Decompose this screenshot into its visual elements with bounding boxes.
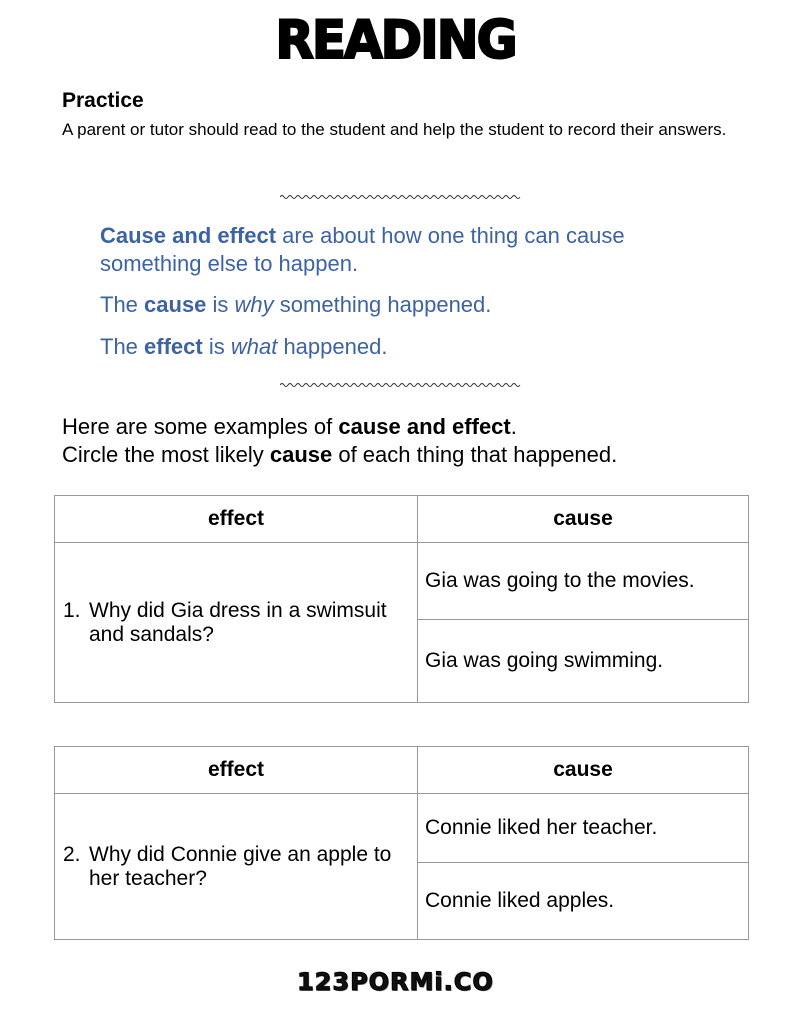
cause-option[interactable]: Connie liked her teacher. bbox=[418, 794, 749, 863]
cause-option[interactable]: Gia was going to the movies. bbox=[418, 543, 749, 620]
term-effect: effect bbox=[144, 334, 203, 359]
definition-cause-and-effect: Cause and effect are about how one thing can cause something else to happen. bbox=[100, 223, 625, 276]
brand-logo: 123PORMi.CO bbox=[297, 968, 494, 996]
squiggle-divider bbox=[280, 194, 522, 200]
practice-heading: Practice bbox=[62, 89, 144, 112]
effect-header: effect bbox=[55, 747, 418, 794]
term-cause: cause bbox=[144, 292, 207, 317]
cause-header: cause bbox=[418, 747, 749, 794]
term-cause-and-effect: Cause and effect bbox=[100, 223, 277, 248]
cause-effect-table-1 bbox=[54, 495, 749, 703]
intro-line-2: Circle the most likely cause of each thing that happened. bbox=[62, 442, 618, 467]
squiggle-divider bbox=[280, 382, 522, 388]
cause-effect-table-2 bbox=[54, 746, 749, 940]
definition-cause: The cause is why something happened. bbox=[100, 292, 492, 317]
cause-option[interactable]: Gia was going swimming. bbox=[418, 620, 749, 703]
effect-header: effect bbox=[55, 496, 418, 543]
intro-line-1: Here are some examples of cause and effect. bbox=[62, 414, 517, 439]
page-title: READING bbox=[275, 9, 516, 71]
cause-option[interactable]: Connie liked apples. bbox=[418, 863, 749, 940]
practice-instructions: A parent or tutor should read to the student and help the student to record their answers. bbox=[62, 120, 727, 139]
effect-question: 1. Why did Gia dress in a swimsuit and sandals? bbox=[55, 543, 418, 703]
effect-question: 2. Why did Connie give an apple to her teacher? bbox=[55, 794, 418, 940]
exercise-instructions bbox=[62, 413, 617, 469]
definition-effect: The effect is what happened. bbox=[100, 334, 388, 359]
cause-header: cause bbox=[418, 496, 749, 543]
